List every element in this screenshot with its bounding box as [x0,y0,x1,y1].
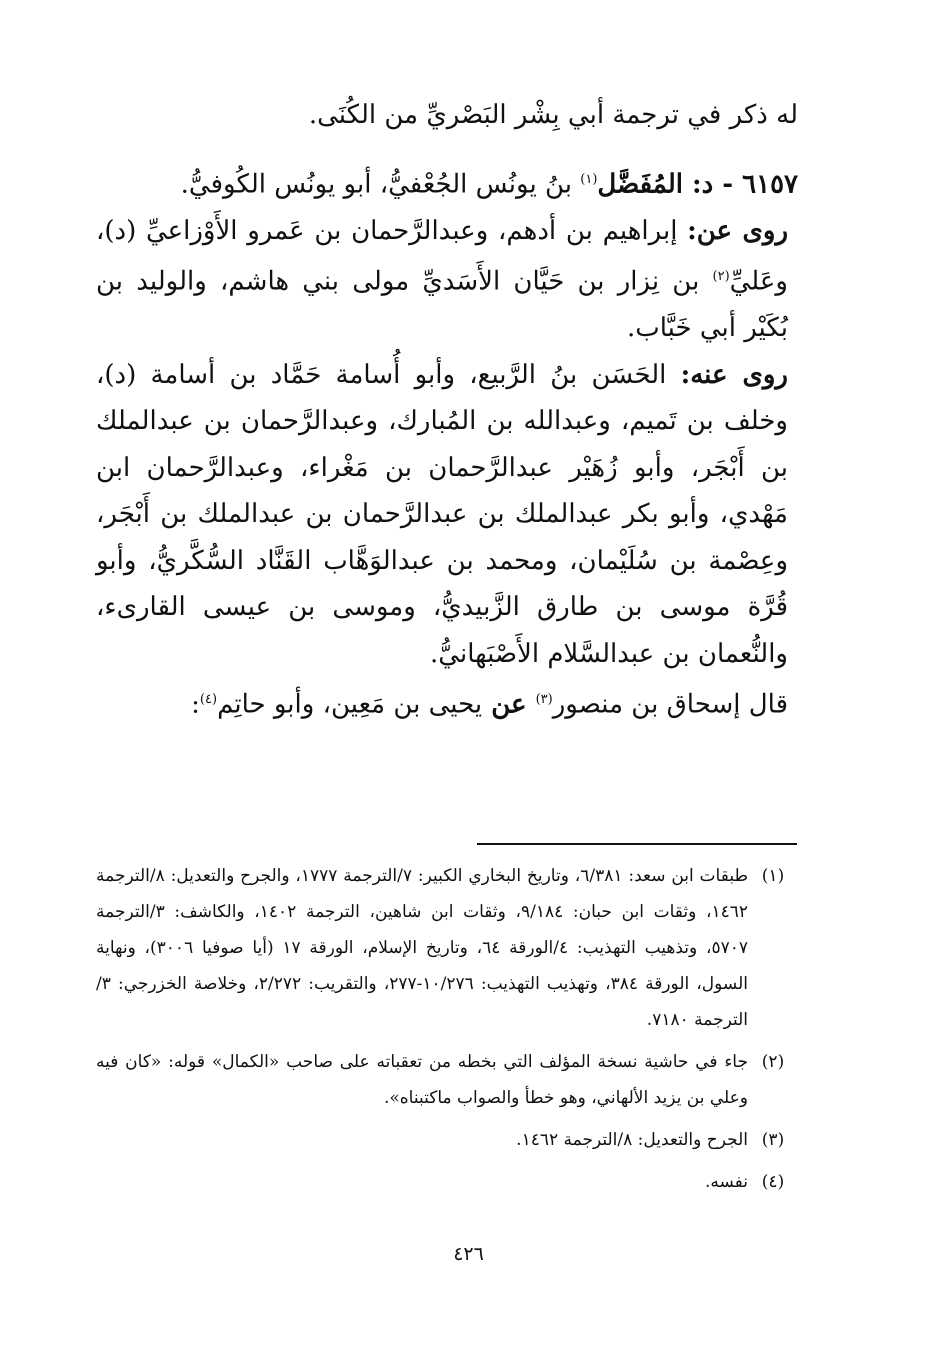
footnote-4 [96,1164,798,1200]
closing-paragraph [96,677,798,728]
narrated-by-paragraph [96,352,798,678]
footnote-text: الجرح والتعديل: ٨/الترجمة ١٤٦٢. [516,1130,748,1150]
narrated-from-text-b: بن نِزار بن حَيَّان الأَسَديِّ مولى بني هاشم، والوليد بن بُكَيْر أبي خَبَّاب. [96,266,788,344]
page-number: ٤٢٦ [453,1243,484,1265]
note-ref-1: (١) [580,171,598,187]
main-text [96,92,798,728]
entry-number: ٦١٥٧ [742,169,798,200]
footnote-number: (٤) [761,1172,785,1192]
footnote-text: نفسه. [704,1172,748,1192]
footnote-number: (٢) [761,1052,785,1072]
closing-text-b: يحيى بن مَعِين، وأبو حاتِم [217,689,483,720]
note-ref-2: (٢) [712,269,730,285]
footnote-1 [96,858,798,1038]
entry-rest: بنُ يونُس الجُعْفيُّ، أبو يونُس الكُوفيُّ. [180,169,581,200]
narrated-from-paragraph [96,208,798,352]
intro-line: له ذكر في ترجمة أبي بِشْر البَصْريِّ من الكُنَى. [308,100,798,130]
entry-separator: - [713,169,743,200]
entry-header [96,157,798,208]
narrated-by-text: الحَسَن بنُ الرَّبيع، وأبو أُسامة حَمَّاد بن أسامة (د)، وخلف بن تَميم، وعبدالله بن المُبارك، وعبدالرَّحمان بن عبدالملك بن أَبْجَر، وأبو زُهَيْر عبدالرَّحمان بن مَغْراء، وعبدالرَّحمان ابن مَهْدي، وأبو بكر عبدالملك بن عبدالرَّحمان بن عبدالملك بن أَبْجَر، وعِصْمة بن سُلَيْمان، ومحمد بن عبدالوَهَّاب القَنَّاد السُّكَّريُّ، وأبو قُرَّة موسى بن طارق الزَّبيديُّ، وموسى بن عيسى القارىء، والنُّعمان بن عبدالسَّلام الأَصْبَهانيُّ. [96,359,788,669]
footnote-number: (١) [761,866,785,886]
entry-name: المُفَضَّل [597,169,683,200]
footnote-text: طبقات ابن سعد: ٦/٣٨١، وتاريخ البخاري الكبير: ٧/الترجمة ١٧٧٧، والجرح والتعديل: ٨/الترجمة ١٤٦٢، وثقات ابن حبان: ٩/١٨٤، وثقات ابن شاهين، الترجمة ١٤٠٢، والكاشف: ٣/الترجمة ٥٧٠٧، وتذهيب التهذيب: ٤/الورقة ٦٤، وتاريخ الإسلام، الورقة ١٧ (أيا صوفيا ٣٠٠٦)، ونهاية السول، الورقة ٣٨٤، وتهذيب التهذيب: ١٠/٢٧٦-٢٧٧، والتقريب: ٢/٢٧٢، وخلاصة الخزرجي: ٣/الترجمة ٧١٨٠. [96,866,749,1030]
closing-bold: عن [482,689,536,720]
entry-code: د: [683,169,714,200]
narrated-from-label: روى عن: [687,215,789,246]
footnote-separator-rule [477,843,797,845]
footnote-number: (٣) [761,1130,785,1150]
closing-end: : [191,689,200,720]
footnote-text: جاء في حاشية نسخة المؤلف التي بخطه من تعقباته على صاحب «الكمال» قوله: «كان فيه وعلي بن يزيد الألهاني، وهو خطأ والصواب ماكتبناه». [96,1052,748,1108]
closing-text-a: قال إسحاق بن منصور [552,689,788,720]
note-ref-4: (٤) [199,692,218,708]
narrated-by-label: روى عنه: [680,359,788,390]
note-ref-3: (٣) [535,692,553,708]
narrated-from-text-a: إبراهيم بن أدهم، وعبدالرَّحمان بن عَمرو الأَوْزاعيِّ (د)، وعَليِّ [96,215,788,297]
footnote-3 [96,1122,798,1158]
footnotes-section [96,858,798,1206]
footnote-2 [96,1044,798,1116]
